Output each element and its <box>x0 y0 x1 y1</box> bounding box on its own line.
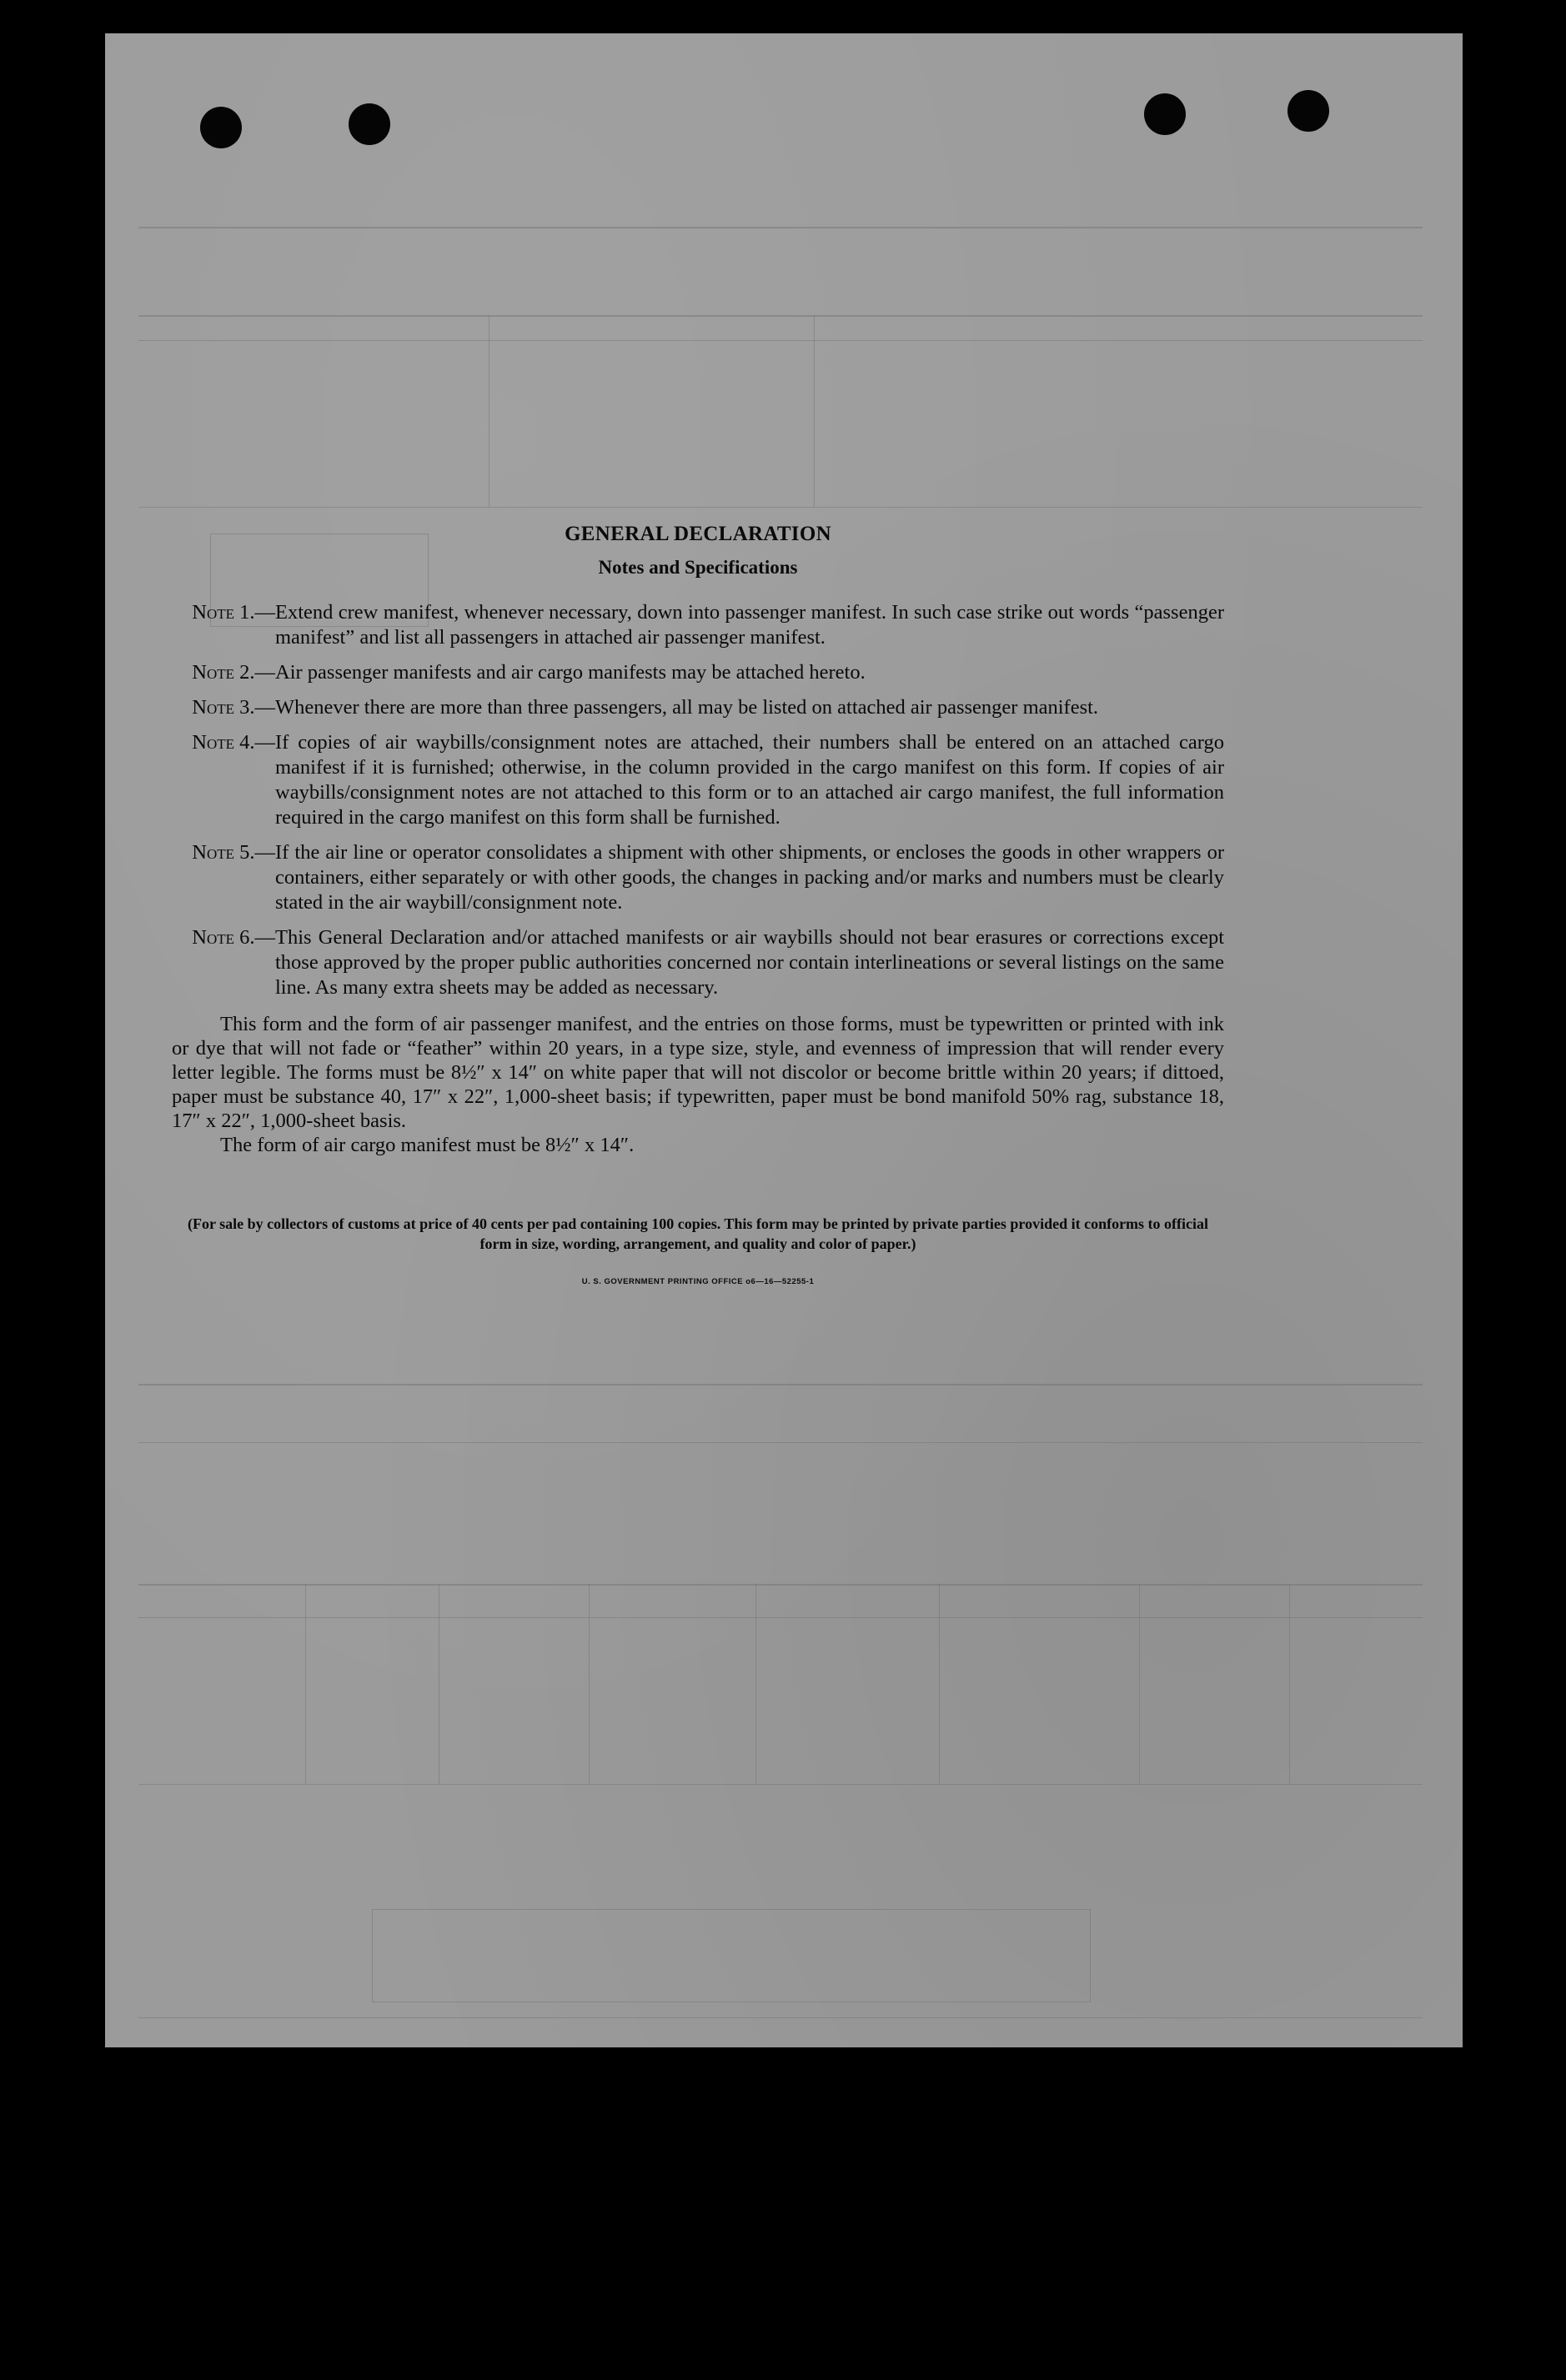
note-label: Note 3.— <box>192 696 275 719</box>
note-label: Note 2.— <box>192 661 275 684</box>
bleed-through-rule <box>939 1584 940 1784</box>
bleed-through-rule <box>138 227 1423 228</box>
closing-last-line: The form of air cargo manifest must be 8½″ x 14″. <box>220 1134 635 1156</box>
bleed-through-rule <box>138 1384 1423 1385</box>
bleed-through-rule <box>814 315 815 507</box>
bleed-through-rule <box>138 340 1423 341</box>
note-text: If the air line or operator consolidates a shipment with other shipments, or encloses the goods in other wrappers or containers, either separately or with other goods, the changes in packing and/or marks and numbers must be clearly stated in the air waybill/consignment note. <box>275 841 1224 914</box>
printing-office-imprint: U. S. GOVERNMENT PRINTING OFFICE o6—16—52255-1 <box>581 1277 815 1286</box>
bleed-through-rule <box>1289 1584 1290 1784</box>
bleed-through-rule <box>138 1584 1423 1586</box>
bleed-through-rule <box>305 1584 306 1784</box>
note-3 <box>172 695 1224 720</box>
punch-hole <box>349 103 390 145</box>
bleed-through-rule <box>138 1617 1423 1618</box>
page-title: GENERAL DECLARATION <box>565 523 831 545</box>
bleed-through-rule <box>138 1784 1423 1785</box>
punch-hole <box>1287 90 1329 132</box>
note-label: Note 6.— <box>192 926 275 949</box>
punch-hole <box>1144 93 1186 135</box>
note-1 <box>172 600 1224 650</box>
note-5 <box>172 840 1224 915</box>
note-label: Note 5.— <box>192 841 275 864</box>
note-label: Note 4.— <box>192 731 275 754</box>
note-4 <box>172 730 1224 830</box>
bleed-through-rule <box>138 315 1423 317</box>
bleed-through-rule <box>138 507 1423 508</box>
bleed-through-rule <box>1139 1584 1140 1784</box>
note-text: Extend crew manifest, whenever necessary, down into passenger manifest. In such case strike out words “passenger manifest” and list all passengers in attached air passenger manifest. <box>275 601 1224 649</box>
note-6 <box>172 925 1224 1000</box>
punch-hole <box>200 107 242 148</box>
note-text: Air passenger manifests and air cargo manifests may be attached hereto. <box>275 661 866 684</box>
page-subtitle: Notes and Specifications <box>598 557 798 578</box>
bleed-through-rule <box>138 2017 1423 2018</box>
bleed-through-rule <box>755 1584 756 1784</box>
note-2 <box>172 660 1224 685</box>
closing-paragraph: This form and the form of air passenger manifest, and the entries on those forms, must be typewritten or printed with ink or dye that will not fade or “feather” within 20 years, in a type size, style, and evenness of impression that will render every letter legible. The forms must be 8½″ x 14″ on white paper that will not discolor or become brittle within 20 years; if dittoed, paper must be substance 40, 17″ x 22″, 1,000-sheet basis; if typewritten, paper must be bond manifold 50% rag, substance 18, 17″ x 22″, 1,000-sheet basis. <box>172 1013 1224 1132</box>
note-text: This General Declaration and/or attached manifests or air waybills should not bear erasures or corrections except those approved by the proper public authorities concerned nor contain interlineations or several listings on the same line. As many extra sheets may be added as necessary. <box>275 926 1224 999</box>
notes-section <box>172 522 1224 1286</box>
bleed-through-rule <box>589 1584 590 1784</box>
bleed-through-box <box>372 1909 1091 2002</box>
sale-notice: (For sale by collectors of customs at price of 40 cents per pad containing 100 copies. This form may be printed by private parties provided it conforms to official form in size, wording, arrangement, and quality and color of paper.) <box>187 1215 1209 1252</box>
note-label: Note 1.— <box>192 601 275 624</box>
bleed-through-rule <box>138 1442 1423 1443</box>
note-text: If copies of air waybills/consignment notes are attached, their numbers shall be entered on an attached cargo manifest if it is furnished; otherwise, in the column provided in the cargo manifest on this form. If copies of air waybills/consignment notes are not attached to this form or to an attached air cargo manifest, the full information required in the cargo manifest on this form shall be furnished. <box>275 731 1224 829</box>
note-text: Whenever there are more than three passengers, all may be listed on attached air passenger manifest. <box>275 696 1099 719</box>
